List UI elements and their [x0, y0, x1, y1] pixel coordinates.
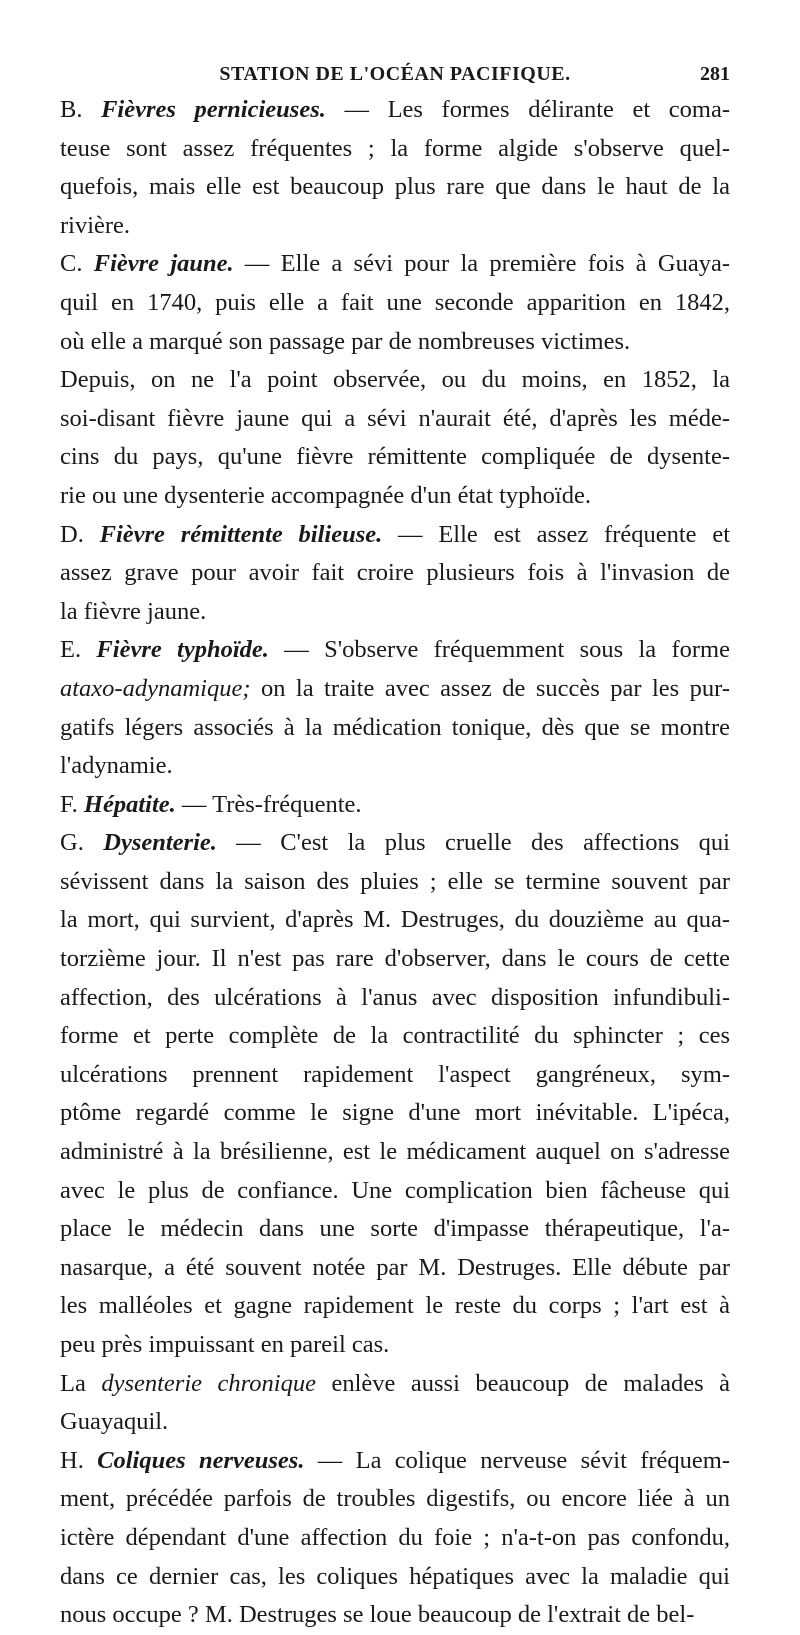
text-line [60, 1596, 730, 1635]
text-segment: B. [60, 96, 102, 123]
text-segment: — Elle est assez fréquente et [382, 520, 731, 548]
text-line [60, 1519, 730, 1558]
text-line [60, 1056, 730, 1095]
text-line [60, 1172, 730, 1211]
text-segment: ptôme regardé comme le signe d'une mort inévitable. L'ipéca, [60, 1099, 730, 1127]
text-segment: G. [60, 829, 104, 857]
text-line [60, 1403, 730, 1442]
text-line [60, 786, 730, 825]
text-line [60, 709, 730, 748]
text-segment: — S'observe fréquemment sous la forme [268, 636, 730, 664]
text-segment: — Elle a sévi pour la première fois à Guaya- [233, 250, 730, 278]
italic-heading: Hépatite. [83, 790, 176, 818]
text-line [60, 824, 730, 863]
text-segment: rivière. [60, 211, 131, 239]
text-segment: — C'est la plus cruelle des affections qui [216, 829, 730, 857]
italic-heading: Fièvres pernicieuses. [101, 96, 326, 123]
running-title: STATION DE L'OCÉAN PACIFIQUE. [219, 63, 571, 85]
italic-heading: Fièvre jaune. [93, 250, 234, 278]
italic-heading: Coliques nerveuses. [97, 1446, 305, 1474]
text-segment: torzième jour. Il n'est pas rare d'observer, dans le cours de cette [60, 945, 730, 973]
text-segment: — Les formes délirante et coma- [325, 96, 731, 123]
text-segment: ictère dépendant d'une affection du foie ; n'a-t-on pas confondu, [60, 1523, 730, 1551]
paragraph [60, 786, 730, 825]
text-segment: C. [60, 250, 94, 278]
text-line [60, 670, 730, 709]
text-segment: la fièvre jaune. [60, 597, 207, 625]
paragraph [60, 516, 730, 632]
text-line [60, 1133, 730, 1172]
text-segment: nous occupe ? M. Destruges se loue beaucoup de l'extrait de bel- [60, 1601, 695, 1629]
text-line [60, 323, 730, 362]
text-segment: Depuis, on ne l'a point observée, ou du moins, en 1852, la [60, 366, 730, 394]
italic-heading: Fièvre rémittente bilieuse. [99, 520, 383, 548]
text-line [60, 747, 730, 786]
text-line [60, 91, 730, 130]
text-line [60, 207, 730, 246]
text-line [60, 631, 730, 670]
paragraph [60, 1442, 730, 1635]
text-segment: sévissent dans la saison des pluies ; elle se termine souvent par [60, 867, 730, 895]
text-segment: assez grave pour avoir fait croire plusieurs fois à l'invasion de [60, 559, 730, 587]
page-number: 281 [700, 63, 730, 85]
text-segment: peu près impuissant en pareil cas. [60, 1331, 390, 1358]
text-segment: cins du pays, qu'une fièvre rémittente compliquée de dysente- [60, 443, 730, 471]
text-segment: rie ou une dysenterie accompagnée d'un état typhoïde. [60, 481, 591, 509]
text-segment: quefois, mais elle est beaucoup plus rare que dans le haut de la [60, 173, 730, 201]
text-line [60, 284, 730, 323]
text-segment: ment, précédée parfois de troubles digestifs, ou encore liée à un [60, 1485, 730, 1513]
text-line [60, 1287, 730, 1326]
text-line [60, 1442, 730, 1481]
paragraph [60, 1365, 730, 1442]
body-text [60, 91, 730, 1635]
text-segment: La [60, 1369, 102, 1397]
text-line [60, 516, 730, 555]
text-segment: place le médecin dans une sorte d'impasse thérapeutique, l'a- [60, 1215, 730, 1243]
text-segment: soi-disant fièvre jaune qui a sévi n'aurait été, d'après les méde- [60, 404, 730, 432]
italic-heading: Dysenterie. [103, 829, 217, 857]
text-line [60, 1365, 730, 1404]
text-line [60, 1210, 730, 1249]
text-line [60, 477, 730, 516]
paragraph [60, 824, 730, 1364]
text-segment: ulcérations prennent rapidement l'aspect gangréneux, sym- [60, 1060, 730, 1088]
text-segment: teuse sont assez fréquentes ; la forme algide s'observe quel- [60, 134, 730, 162]
paragraph [60, 631, 730, 785]
text-line [60, 1326, 730, 1365]
text-segment: l'adynamie. [60, 752, 173, 780]
text-line [60, 1017, 730, 1056]
text-line [60, 901, 730, 940]
text-segment: gatifs légers associés à la médication tonique, dès que se montre [60, 713, 730, 741]
paragraph [60, 361, 730, 515]
text-line [60, 593, 730, 632]
paragraph [60, 91, 730, 245]
text-segment: H. [60, 1446, 98, 1474]
text-segment: administré à la brésilienne, est le médicament auquel on s'adresse [60, 1138, 730, 1166]
text-segment: — La colique nerveuse sévit fréquem- [304, 1446, 730, 1474]
text-segment: où elle a marqué son passage par de nombreuses victimes. [60, 327, 631, 355]
text-segment: Guayaquil. [60, 1408, 169, 1436]
text-segment: affection, des ulcérations à l'anus avec disposition infundibuli- [60, 983, 730, 1011]
text-segment: nasarque, a été souvent notée par M. Destruges. Elle débute par [60, 1253, 730, 1281]
running-head [60, 55, 730, 91]
text-segment: enlève aussi beaucoup de malades à [315, 1369, 730, 1397]
text-line [60, 940, 730, 979]
text-line [60, 979, 730, 1018]
text-segment: les malléoles et gagne rapidement le reste du corps ; l'art est à [60, 1292, 730, 1320]
text-line [60, 1480, 730, 1519]
text-segment: avec le plus de confiance. Une complication bien fâcheuse qui [60, 1176, 730, 1204]
text-segment: quil en 1740, puis elle a fait une seconde apparition en 1842, [60, 288, 730, 316]
text-line [60, 361, 730, 400]
text-line [60, 863, 730, 902]
text-line [60, 554, 730, 593]
text-line [60, 1249, 730, 1288]
text-segment: — Très-fréquente. [175, 790, 362, 818]
text-segment: E. [60, 636, 97, 664]
text-line [60, 245, 730, 284]
italic-heading: Fièvre typhoïde. [96, 636, 269, 664]
text-line [60, 438, 730, 477]
text-segment: forme et perte complète de la contractilité du sphincter ; ces [60, 1022, 730, 1050]
text-segment: D. [60, 520, 100, 548]
text-line [60, 168, 730, 207]
italic-heading: ataxo-adynamique; [60, 674, 251, 702]
text-line [60, 130, 730, 169]
text-line [60, 400, 730, 439]
page [60, 55, 730, 1635]
text-line [60, 1558, 730, 1597]
text-line [60, 1094, 730, 1133]
paragraph [60, 245, 730, 361]
italic-heading: dysenterie chronique [101, 1369, 316, 1397]
text-segment: F. [60, 790, 84, 818]
text-segment: la mort, qui survient, d'après M. Destruges, du douzième au qua- [60, 906, 730, 934]
text-segment: dans ce dernier cas, les coliques hépatiques avec la maladie qui [60, 1562, 730, 1590]
text-segment: on la traite avec assez de succès par les pur- [250, 674, 730, 702]
